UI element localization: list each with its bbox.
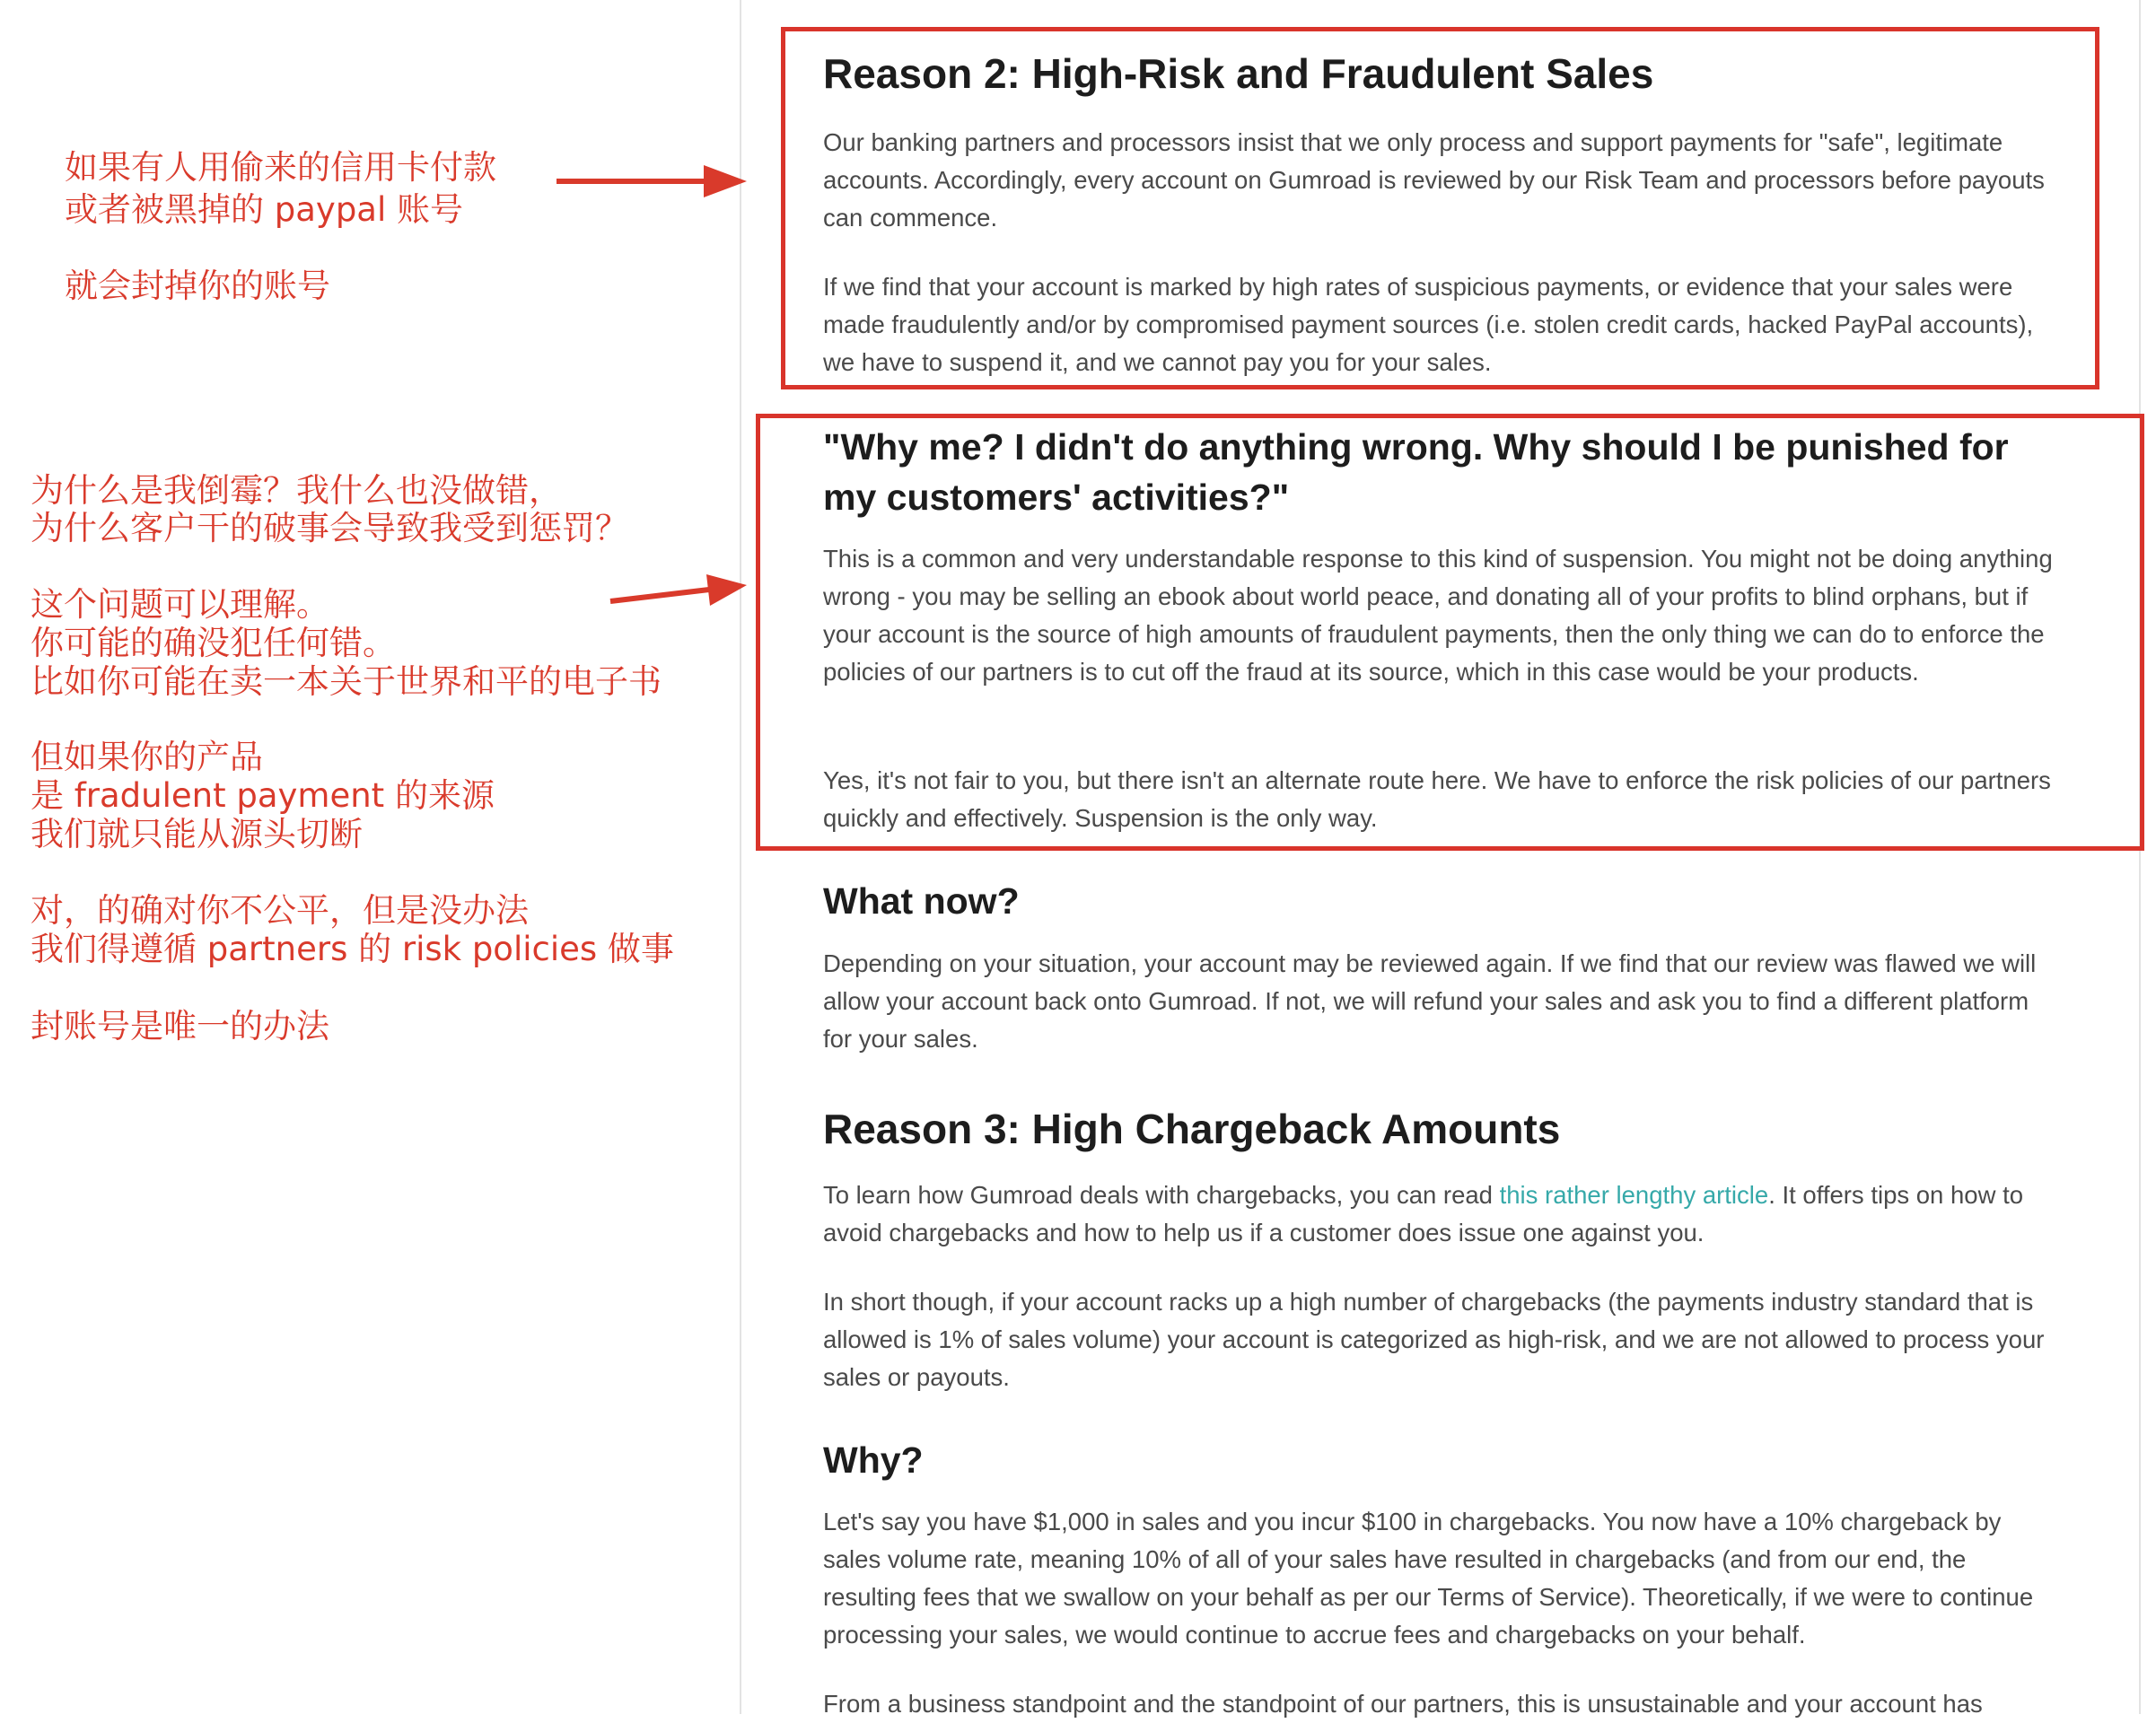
note2-line1: 为什么是我倒霉？我什么也没做错， <box>31 471 562 510</box>
note2-line3: 这个问题可以理解。 <box>31 585 329 624</box>
why-me-paragraph-2: Yes, it's not fair to you, but there isn't an alternate route here. We have to enforce the risk policies of our partners quickly and effectively. Suspension is the only way. <box>823 766 2051 832</box>
why-paragraph-2: From a business standpoint and the standpoint of our partners, this is unsustainable and your account has <box>823 1690 1983 1718</box>
note2-line2: 为什么客户干的破事会导致我受到惩罚？ <box>31 509 628 547</box>
reason3-p1-text-before: To learn how Gumroad deals with chargebacks, you can read <box>823 1181 1500 1209</box>
note1-line2: 或者被黑掉的 paypal 账号 <box>65 190 464 229</box>
note2-line8: 我们就只能从源头切断 <box>31 815 363 853</box>
arrow-1 <box>557 165 747 197</box>
what-now-paragraph-1: Depending on your situation, your account may be reviewed again. If we find that our review was flawed we will allow your account back onto Gumroad. If not, we will refund your sales and ask you to find a different platform for your sales. <box>823 949 2037 1053</box>
note2-line11: 封账号是唯一的办法 <box>31 1007 329 1045</box>
reason2-paragraph-1: Our banking partners and processors insist that we only process and support payments for "safe", legitimate accounts. Accordingly, every account on Gumroad is reviewed by our Risk Team and processors before payouts can commence. <box>823 128 2045 232</box>
heading-reason3: Reason 3: High Chargeback Amounts <box>823 1106 1561 1152</box>
note2-line7: 是 fradulent payment 的来源 <box>31 776 495 815</box>
why-me-paragraph-1: This is a common and very understandable response to this kind of suspension. You might not be doing anything wrong - you may be selling an ebook about world peace, and donating all of your profits to blind orphans, but if your account is the source of high amounts of fraudulent payments, then the only thing we can do to enforce the policies of our partners is to cut off the fraud at its source, which in this case would be your products. <box>823 545 2053 686</box>
arrow-2 <box>610 574 747 606</box>
note2-line10: 我们得遵循 partners 的 risk policies 做事 <box>31 930 674 968</box>
heading-what-now: What now? <box>823 880 1020 922</box>
chargebacks-article-link[interactable]: this rather lengthy article <box>1499 1181 1769 1209</box>
note1-line3: 就会封掉你的账号 <box>65 267 330 305</box>
note2-line4: 你可能的确没犯任何错。 <box>31 624 396 662</box>
note1-line1: 如果有人用偷来的信用卡付款 <box>65 148 496 187</box>
heading-reason2: Reason 2: High-Risk and Fraudulent Sales <box>823 50 1654 97</box>
note2-line6: 但如果你的产品 <box>31 738 263 776</box>
note2-line9: 对，的确对你不公平，但是没办法 <box>31 891 529 930</box>
note2-line5: 比如你可能在卖一本关于世界和平的电子书 <box>31 662 662 701</box>
reason3-paragraph-1 <box>823 1176 2062 1252</box>
heading-why: Why? <box>823 1439 924 1481</box>
why-paragraph-1: Let's say you have $1,000 in sales and you incur $100 in chargebacks. You now have a 10% chargeback by sales volume rate, meaning 10% of all of your sales have resulted in chargebacks (and from our end, the resulting fees that we swallow on your behalf as per our Terms of Service). Theoretically, if we were to continue processing your sales, we would continue to accrue fees and chargebacks on your behalf. <box>823 1508 2034 1649</box>
heading-why-me: "Why me? I didn't do anything wrong. Why should I be punished for my customers' activities?" <box>823 426 2009 518</box>
reason2-paragraph-2: If we find that your account is marked by high rates of suspicious payments, or evidence that your sales were made fraudulently and/or by compromised payment sources (i.e. stolen credit cards, hacked PayPal accounts), we have to suspend it, and we cannot pay you for your sales. <box>823 273 2034 376</box>
reason3-p1-text-after: . It offers tips on how to avoid chargebacks and how to help us if a customer does issue one against you. <box>823 1181 2024 1246</box>
reason3-paragraph-2: In short though, if your account racks up a high number of chargebacks (the payments industry standard that is allowed is 1% of sales volume) your account is categorized as high-risk, and we are not allowed to process your sales or payouts. <box>823 1288 2045 1391</box>
